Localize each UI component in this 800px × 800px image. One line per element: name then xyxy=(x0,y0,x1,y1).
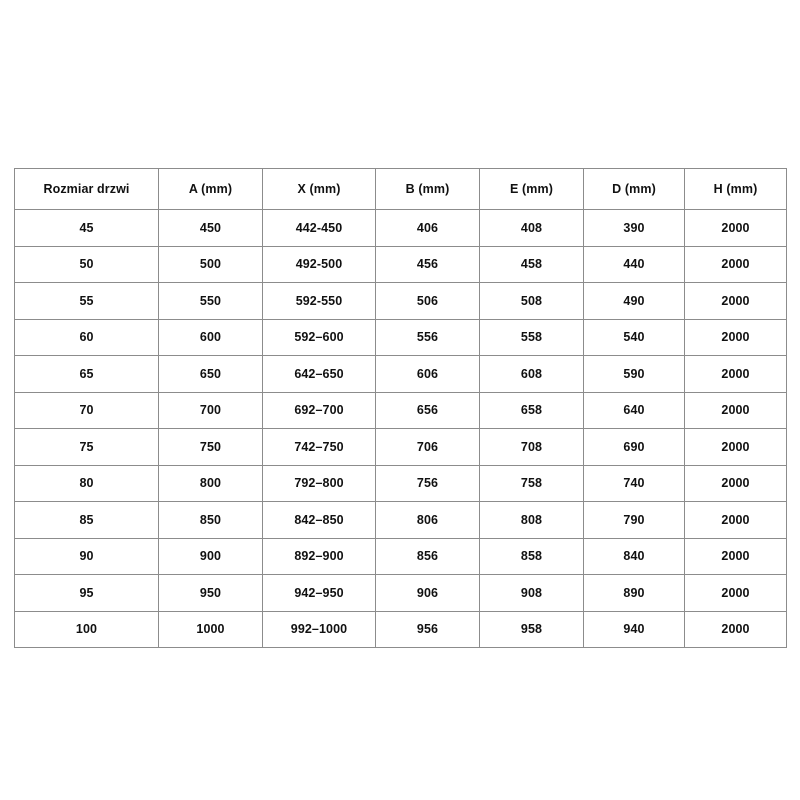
cell-e: 908 xyxy=(480,575,584,612)
cell-x: 592-550 xyxy=(263,283,376,320)
cell-h: 2000 xyxy=(685,356,787,393)
cell-x: 492-500 xyxy=(263,246,376,283)
cell-d: 940 xyxy=(584,611,685,648)
cell-h: 2000 xyxy=(685,538,787,575)
cell-e: 608 xyxy=(480,356,584,393)
door-size-specification-table xyxy=(14,168,787,648)
cell-h: 2000 xyxy=(685,319,787,356)
table-row xyxy=(15,392,787,429)
cell-a: 650 xyxy=(159,356,263,393)
cell-x: 692–700 xyxy=(263,392,376,429)
cell-e: 508 xyxy=(480,283,584,320)
cell-h: 2000 xyxy=(685,429,787,466)
cell-e: 808 xyxy=(480,502,584,539)
column-header-b: B (mm) xyxy=(376,169,480,210)
cell-x: 442-450 xyxy=(263,210,376,247)
cell-h: 2000 xyxy=(685,246,787,283)
cell-a: 450 xyxy=(159,210,263,247)
cell-e: 658 xyxy=(480,392,584,429)
cell-b: 556 xyxy=(376,319,480,356)
table-header-row xyxy=(15,169,787,210)
table-row xyxy=(15,575,787,612)
table-row xyxy=(15,465,787,502)
cell-h: 2000 xyxy=(685,283,787,320)
cell-e: 408 xyxy=(480,210,584,247)
cell-size: 60 xyxy=(15,319,159,356)
cell-d: 890 xyxy=(584,575,685,612)
table-body xyxy=(15,210,787,648)
cell-b: 456 xyxy=(376,246,480,283)
cell-size: 65 xyxy=(15,356,159,393)
table-row xyxy=(15,210,787,247)
cell-size: 90 xyxy=(15,538,159,575)
column-header-d: D (mm) xyxy=(584,169,685,210)
cell-a: 500 xyxy=(159,246,263,283)
cell-x: 942–950 xyxy=(263,575,376,612)
cell-a: 600 xyxy=(159,319,263,356)
cell-b: 956 xyxy=(376,611,480,648)
cell-e: 458 xyxy=(480,246,584,283)
cell-a: 850 xyxy=(159,502,263,539)
table-row xyxy=(15,538,787,575)
cell-a: 900 xyxy=(159,538,263,575)
cell-b: 706 xyxy=(376,429,480,466)
cell-b: 906 xyxy=(376,575,480,612)
cell-x: 992–1000 xyxy=(263,611,376,648)
cell-b: 506 xyxy=(376,283,480,320)
cell-h: 2000 xyxy=(685,210,787,247)
cell-x: 742–750 xyxy=(263,429,376,466)
cell-b: 806 xyxy=(376,502,480,539)
cell-x: 592–600 xyxy=(263,319,376,356)
cell-a: 800 xyxy=(159,465,263,502)
table-row xyxy=(15,611,787,648)
column-header-e: E (mm) xyxy=(480,169,584,210)
cell-e: 708 xyxy=(480,429,584,466)
cell-a: 700 xyxy=(159,392,263,429)
cell-x: 642–650 xyxy=(263,356,376,393)
cell-b: 756 xyxy=(376,465,480,502)
cell-size: 85 xyxy=(15,502,159,539)
table-row xyxy=(15,246,787,283)
cell-e: 858 xyxy=(480,538,584,575)
cell-a: 750 xyxy=(159,429,263,466)
cell-h: 2000 xyxy=(685,502,787,539)
column-header-x: X (mm) xyxy=(263,169,376,210)
cell-d: 490 xyxy=(584,283,685,320)
cell-d: 840 xyxy=(584,538,685,575)
cell-a: 1000 xyxy=(159,611,263,648)
table-header xyxy=(15,169,787,210)
cell-size: 100 xyxy=(15,611,159,648)
cell-x: 892–900 xyxy=(263,538,376,575)
cell-e: 958 xyxy=(480,611,584,648)
cell-e: 558 xyxy=(480,319,584,356)
column-header-h: H (mm) xyxy=(685,169,787,210)
cell-h: 2000 xyxy=(685,575,787,612)
table-row xyxy=(15,429,787,466)
cell-h: 2000 xyxy=(685,465,787,502)
cell-b: 656 xyxy=(376,392,480,429)
cell-x: 792–800 xyxy=(263,465,376,502)
cell-size: 80 xyxy=(15,465,159,502)
specification-table-container xyxy=(14,168,786,648)
cell-d: 590 xyxy=(584,356,685,393)
cell-d: 790 xyxy=(584,502,685,539)
cell-h: 2000 xyxy=(685,611,787,648)
cell-b: 606 xyxy=(376,356,480,393)
cell-b: 856 xyxy=(376,538,480,575)
cell-a: 550 xyxy=(159,283,263,320)
cell-d: 640 xyxy=(584,392,685,429)
cell-size: 45 xyxy=(15,210,159,247)
cell-size: 75 xyxy=(15,429,159,466)
cell-d: 390 xyxy=(584,210,685,247)
cell-x: 842–850 xyxy=(263,502,376,539)
cell-b: 406 xyxy=(376,210,480,247)
column-header-rozmiar-drzwi: Rozmiar drzwi xyxy=(15,169,159,210)
cell-d: 440 xyxy=(584,246,685,283)
cell-size: 50 xyxy=(15,246,159,283)
cell-a: 950 xyxy=(159,575,263,612)
cell-h: 2000 xyxy=(685,392,787,429)
cell-d: 690 xyxy=(584,429,685,466)
cell-size: 55 xyxy=(15,283,159,320)
cell-size: 70 xyxy=(15,392,159,429)
table-row xyxy=(15,319,787,356)
table-row xyxy=(15,356,787,393)
cell-d: 740 xyxy=(584,465,685,502)
column-header-a: A (mm) xyxy=(159,169,263,210)
cell-e: 758 xyxy=(480,465,584,502)
cell-d: 540 xyxy=(584,319,685,356)
table-row xyxy=(15,283,787,320)
cell-size: 95 xyxy=(15,575,159,612)
table-row xyxy=(15,502,787,539)
